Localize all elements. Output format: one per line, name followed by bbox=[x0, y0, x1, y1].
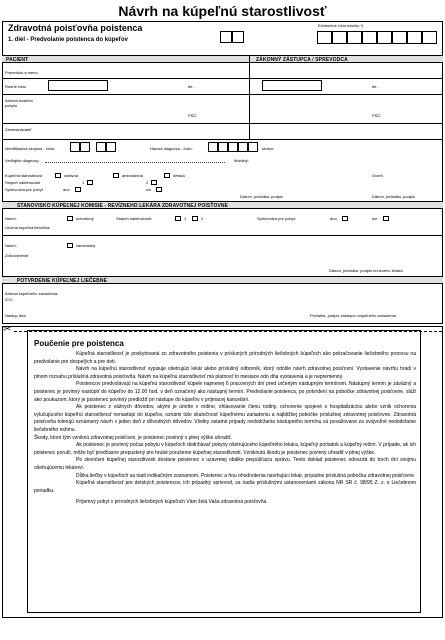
reg-box-5[interactable] bbox=[377, 31, 392, 44]
name-label: Priezvisko a meno bbox=[5, 70, 38, 75]
guardian-psc-label: PSČ: bbox=[372, 113, 382, 118]
committee-heading: STANOVISKO KÚPEĽNEJ KOMISIE - REVÍZNEHO LEKÁRA ZDRAVOTNEJ POISŤOVNE bbox=[17, 203, 229, 209]
confirmation-heading: POTVRDENIE KÚPEĽNEJ LIEČEBNE bbox=[17, 278, 108, 284]
care-type-3: detská bbox=[173, 173, 185, 178]
instruction-paragraph: Kúpeľná starostlivosť je poskytovaná zo zdravotného poistenia v prísluných prírodných liečebných kúpeľoch ako pokračovanie liečebného procesu na predvolanie pre dospelých a pre deti. bbox=[34, 351, 416, 365]
part-label: 1. diel - Predvolanie poistenca do kúpeľov bbox=[8, 37, 129, 43]
instructions-title: Poučenie pre poistenca bbox=[34, 339, 124, 348]
guardian-birth-field[interactable] bbox=[262, 80, 322, 91]
escort-no: nie bbox=[146, 187, 152, 192]
column-divider bbox=[249, 55, 250, 140]
committee-escort-label: Sprievodca pre pobyt: bbox=[257, 216, 296, 221]
urgency-1-label: 1 bbox=[82, 180, 85, 185]
indication-box-1[interactable] bbox=[70, 142, 80, 152]
patient-heading: PACIENT bbox=[6, 57, 29, 63]
approve-label: Návrh: bbox=[5, 216, 17, 221]
instruction-paragraph: Kúpeľná starostlivosť pre detských poistencov, ich prípadný sprievod, sa riadia príslušnými ustanoveniami zákona NR SR č. 98/95 Z. z. o Liečebnom poriadku. bbox=[34, 480, 416, 494]
spa-address-label: Adresa kúpeľného zariadenia: bbox=[5, 291, 59, 296]
instructions-body bbox=[34, 351, 416, 507]
committee-urgency-2-checkbox[interactable] bbox=[192, 216, 198, 221]
reg-box-7[interactable] bbox=[407, 31, 422, 44]
committee-yes-checkbox[interactable] bbox=[342, 216, 348, 221]
doctor-sign-label: Dátum, pečiatka, podpis bbox=[240, 194, 283, 199]
birth-number-field[interactable] bbox=[48, 80, 108, 91]
scissors-icon: ✂ bbox=[3, 324, 12, 335]
escort-label: Sprievodca pre pobyt bbox=[5, 187, 43, 192]
row-line bbox=[2, 139, 443, 140]
guardian-phone-label: tel.: bbox=[372, 84, 379, 89]
committee-urgency-label: Stupeň naliehavosti: bbox=[116, 216, 153, 221]
care-type-1: ústavná bbox=[64, 173, 79, 178]
urgency-label: Stupeň naliehavosti bbox=[5, 180, 40, 185]
verifier-sign-label: Dátum, pečiatka, podpis bbox=[372, 194, 415, 199]
spa-label: Určená kúpeľná liečebňa: bbox=[5, 225, 51, 230]
urgency-2-label: 2 bbox=[146, 180, 149, 185]
ico-label: IČO: bbox=[5, 297, 14, 302]
dx-box-5[interactable] bbox=[248, 142, 258, 152]
committee-u1: 1 bbox=[184, 216, 187, 221]
reg-number-label: Evidenčné číslo návrhu *) bbox=[318, 23, 364, 28]
mobile-label: Mobilný: bbox=[234, 158, 249, 163]
row-line bbox=[2, 235, 443, 236]
row-line bbox=[2, 94, 443, 95]
employer-label: Zamestnávateľ bbox=[5, 127, 32, 132]
reject-label: Návrh: bbox=[5, 243, 17, 248]
rejected-label: zamietnutý bbox=[76, 243, 96, 248]
indication-label: Identifikačná skupina - číslo: bbox=[5, 146, 56, 151]
insurer-code-box-1[interactable] bbox=[220, 31, 232, 43]
side-dx-line bbox=[45, 162, 225, 163]
instruction-paragraph: Dĺžka liečby v kúpeľoch sa riadi indikačným zoznamom. Poistenec a ňou ohodnotenia navrhujúci lekár, prípadne príslušná pobočka zdravotnej poisťovne. bbox=[76, 472, 416, 479]
side-label: stranu: bbox=[262, 146, 275, 151]
row-line bbox=[2, 123, 443, 124]
dx-box-3[interactable] bbox=[228, 142, 238, 152]
insurer-code-box-2[interactable] bbox=[232, 31, 244, 43]
escort-no-checkbox[interactable] bbox=[156, 187, 162, 192]
spa-sign-label: Pečiatka, podpis zástupcu kúpeľného zariadenia bbox=[310, 313, 396, 318]
care-type-checkbox-2[interactable] bbox=[113, 173, 119, 178]
reg-box-4[interactable] bbox=[362, 31, 377, 44]
reg-box-2[interactable] bbox=[332, 31, 347, 44]
patient-phone-label: tel.: bbox=[188, 84, 195, 89]
row-line bbox=[2, 78, 443, 79]
care-type-checkbox-3[interactable] bbox=[164, 173, 170, 178]
reg-box-6[interactable] bbox=[392, 31, 407, 44]
instruction-paragraph: Návrh na kúpeľnú starostlivosť vypisuje ošetrujúci lekár alebo príslušný odborník, ktorý odošle návrh zdravotnej poisťovni. Vystavenie návrhu hradí v plnom rozsahu príslušná zdravotná poisťovňa. Návrh na kúpeľnú starostlivosť má platnosť tri mesiace odo dňa vystavenia a je nepremenný. bbox=[34, 366, 416, 380]
verified-label: Overil: bbox=[372, 173, 384, 178]
instruction-paragraph: Po skončení kúpeľnej starostlivosti dostane poistenec v uzavretej obálke prepúšťaciu správu. Tento doklad poistenec odovzdá do troch dní svojmu ošetrujúcemu lekárovi. bbox=[34, 457, 416, 471]
dx-box-4[interactable] bbox=[238, 142, 248, 152]
care-type-2: ambulantná bbox=[122, 173, 143, 178]
instruction-paragraph: Škody, ktoré tým vzniknú zdravotnej poisťovni, je poistenec povinný v plnej výške uhradiť. bbox=[34, 434, 232, 441]
committee-no: nie bbox=[372, 216, 378, 221]
revision-sign-label: Dátum, pečiatka, podpis revízneho lekára bbox=[329, 268, 403, 273]
committee-no-checkbox[interactable] bbox=[383, 216, 389, 221]
instruction-paragraph: Ak poistenec je povinný počas pobytu v kúpeľoch dodržiavať pokyny ošetrujúceho kúpeľného lekára, kúpeľný poriadok a kúpeľný režim. V prípade, ak ich poistenec poruší, môže byť predčasne prepustený pre hrubé porušenie kúpeľnej starostlivosti. Vzniknutú škodu je poistenec povinný uhradiť v plnej výške. bbox=[34, 442, 416, 456]
rejected-checkbox[interactable] bbox=[67, 243, 73, 248]
instruction-paragraph: Príjemný pobyt v prírodných liečebných kúpeľoch Vám želá Vaša zdravotná poisťovňa. bbox=[76, 499, 268, 506]
arrival-label: Nástup dňa: bbox=[5, 313, 27, 318]
approved-checkbox[interactable] bbox=[67, 216, 73, 221]
committee-yes: áno bbox=[330, 216, 337, 221]
birth-label: Rodné číslo bbox=[5, 84, 27, 89]
escort-yes-checkbox[interactable] bbox=[75, 187, 81, 192]
side-dx-label: Vedľajšie diagnózy: bbox=[5, 158, 40, 163]
instruction-paragraph: Ak poistenec z vážnych dôvodov, akými je úmrtie v rodine, ohlasovanie členu rodiny, ochorenie spojené s hospitalizáciou alebo vznik ochorenia vylučujúceho kúpeľnú starostlivosť nenastúpi do kúpeľov, oznámi túto skutočnosť kúpeľnému zariadeniu a najbližšej pobočke príslušnej zdravotnej poisťovne. Zdravotná poisťovňa tolerujú oznámený návrh v jeden deň z dôvodných dôvodov. Všetky ostatné prípady nedodržania nástupného termínu sú považované za svojvoľné nedodržanie liečebného režimu. bbox=[34, 404, 416, 433]
patient-psc-label: PSČ: bbox=[188, 113, 198, 118]
indication-box-2[interactable] bbox=[80, 142, 90, 152]
urgency-2-checkbox[interactable] bbox=[151, 180, 157, 185]
confirmation-bar bbox=[2, 276, 443, 284]
guardian-heading: ZÁKONNÝ ZÁSTUPCA / SPREVODCA bbox=[256, 57, 348, 63]
patient-bar bbox=[2, 55, 443, 63]
care-type-label: Kúpeľná starostlivosť bbox=[5, 173, 43, 178]
reason-label: Zdôvodnenie: bbox=[5, 253, 30, 258]
committee-bar bbox=[2, 201, 443, 209]
main-dx-label: Hlavná diagnóza - číslo: bbox=[150, 146, 193, 151]
instruction-paragraph: Poistencov predvolávajú na kúpeľnú starostlivosť kúpele najmenej 6 pracovných dní pred určeným nástupným termínom. Nástupný termín je záväzný a poistenec je povinný nastúpiť do kúpeľov do 12.00 hod. v deň označený ako nástupný termín. Predvolanie poistenca, po potvrdení na pobočke zdravotnej poisťovne, slúži ako poukazom, ktorý je poistenec povinný predložiť pri nástupe do kúpeľov v príjmacej kancelárii. bbox=[34, 381, 416, 403]
escort-yes: áno bbox=[63, 187, 70, 192]
reg-box-8[interactable] bbox=[422, 31, 437, 44]
indication-box-4[interactable] bbox=[106, 142, 116, 152]
dx-box-2[interactable] bbox=[218, 142, 228, 152]
approved-label: schválený bbox=[76, 216, 94, 221]
committee-urgency-1-checkbox[interactable] bbox=[175, 216, 181, 221]
care-type-checkbox-1[interactable] bbox=[55, 173, 61, 178]
committee-u2: 2 bbox=[201, 216, 204, 221]
urgency-1-checkbox[interactable] bbox=[87, 180, 93, 185]
address-label: Adresa trvalého pobytu bbox=[5, 98, 34, 108]
insurer-title: Zdravotná poisťovňa poistenca bbox=[8, 23, 143, 33]
indication-box-3[interactable] bbox=[96, 142, 106, 152]
reg-box-3[interactable] bbox=[347, 31, 362, 44]
dx-box-1[interactable] bbox=[208, 142, 218, 152]
page-title: Návrh na kúpeľnú starostlivosť bbox=[118, 3, 327, 19]
reg-box-1[interactable] bbox=[317, 31, 332, 44]
